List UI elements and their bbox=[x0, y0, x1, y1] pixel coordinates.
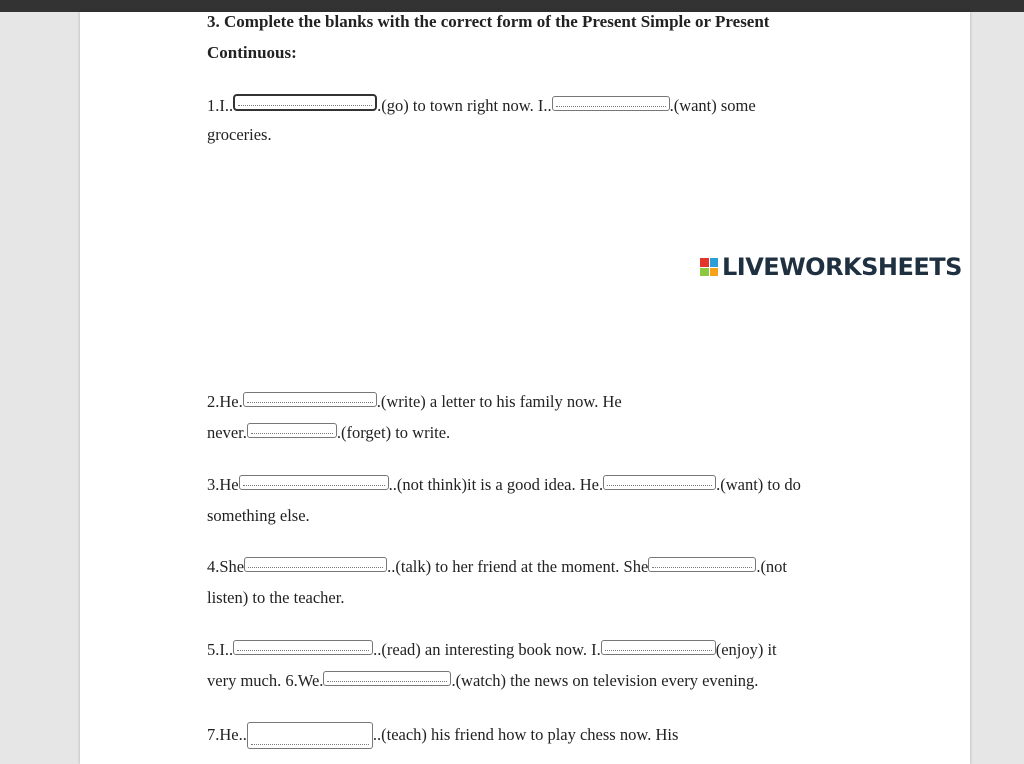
exercise-title-line-1 bbox=[207, 12, 769, 32]
question-2-line-1 bbox=[207, 392, 622, 412]
title-text: Continuous: bbox=[207, 43, 297, 62]
logo-square bbox=[710, 268, 719, 277]
sentence-text: 3.He bbox=[207, 475, 239, 494]
title-text: 3. Complete the blanks with the correct form of the Present Simple or Present bbox=[207, 12, 770, 31]
sentence-text: 4.She bbox=[207, 557, 245, 576]
answer-blank-1-go[interactable] bbox=[233, 94, 377, 111]
question-5-line-2 bbox=[207, 671, 758, 691]
question-4-line-2 bbox=[207, 588, 344, 608]
answer-blank-4-talk[interactable] bbox=[244, 557, 387, 572]
logo-grid-icon bbox=[700, 258, 718, 276]
answer-blank-2-write[interactable] bbox=[243, 392, 377, 407]
liveworksheets-logo bbox=[700, 253, 962, 281]
answer-blank-4-not-listen[interactable] bbox=[648, 557, 756, 572]
sentence-text: 7.He.. bbox=[207, 725, 247, 744]
answer-blank-7-teach[interactable] bbox=[247, 722, 373, 749]
question-2-line-2 bbox=[207, 423, 450, 443]
sentence-text: ..(talk) to her friend at the moment. She bbox=[387, 557, 649, 576]
logo-square bbox=[700, 268, 709, 277]
sentence-text: .(go) to town right now. I.. bbox=[377, 96, 552, 115]
sentence-text: groceries. bbox=[207, 125, 272, 144]
exercise-title-line-2 bbox=[207, 43, 297, 63]
answer-blank-2-forget[interactable] bbox=[247, 423, 337, 438]
question-5-line-1 bbox=[207, 640, 777, 660]
sentence-text: ..(teach) his friend how to play chess now. His bbox=[372, 725, 679, 744]
sentence-text: something else. bbox=[207, 506, 310, 525]
logo-square bbox=[710, 258, 719, 267]
sentence-text: ..(not think)it is a good idea. He. bbox=[388, 475, 604, 494]
answer-blank-6-watch[interactable] bbox=[323, 671, 451, 686]
question-7-line-1 bbox=[207, 722, 678, 749]
answer-blank-3-not-think[interactable] bbox=[239, 475, 389, 490]
answer-blank-3-want[interactable] bbox=[603, 475, 716, 490]
sentence-text: .(forget) to write. bbox=[336, 423, 451, 442]
question-4-line-1 bbox=[207, 557, 787, 577]
sentence-text: listen) to the teacher. bbox=[207, 588, 345, 607]
sentence-text: 5.I.. bbox=[207, 640, 234, 659]
question-3-line-1 bbox=[207, 475, 801, 495]
browser-top-bar bbox=[0, 0, 1024, 12]
sentence-text: (enjoy) it bbox=[715, 640, 777, 659]
sentence-text: .(want) some bbox=[669, 96, 756, 115]
answer-blank-5-read[interactable] bbox=[233, 640, 373, 655]
answer-blank-5-enjoy[interactable] bbox=[601, 640, 716, 655]
sentence-text: .(want) to do bbox=[716, 475, 801, 494]
sentence-text: 2.He. bbox=[207, 392, 243, 411]
sentence-text: .(not bbox=[756, 557, 788, 576]
sentence-text: .(watch) the news on television every evening. bbox=[451, 671, 759, 690]
question-3-line-2 bbox=[207, 506, 310, 526]
sentence-text: .(write) a letter to his family now. He bbox=[376, 392, 622, 411]
logo-text: LIVEWORKSHEETS bbox=[722, 253, 962, 281]
question-1-line-2 bbox=[207, 125, 272, 145]
question-1-line-1 bbox=[207, 94, 756, 116]
sentence-text: ..(read) an interesting book now. I. bbox=[373, 640, 601, 659]
answer-blank-1-want[interactable] bbox=[552, 96, 670, 111]
sentence-text: 1.I.. bbox=[207, 96, 234, 115]
worksheet-page bbox=[80, 12, 970, 764]
sentence-text: never. bbox=[207, 423, 247, 442]
sentence-text: very much. 6.We. bbox=[207, 671, 324, 690]
logo-square bbox=[700, 258, 709, 267]
